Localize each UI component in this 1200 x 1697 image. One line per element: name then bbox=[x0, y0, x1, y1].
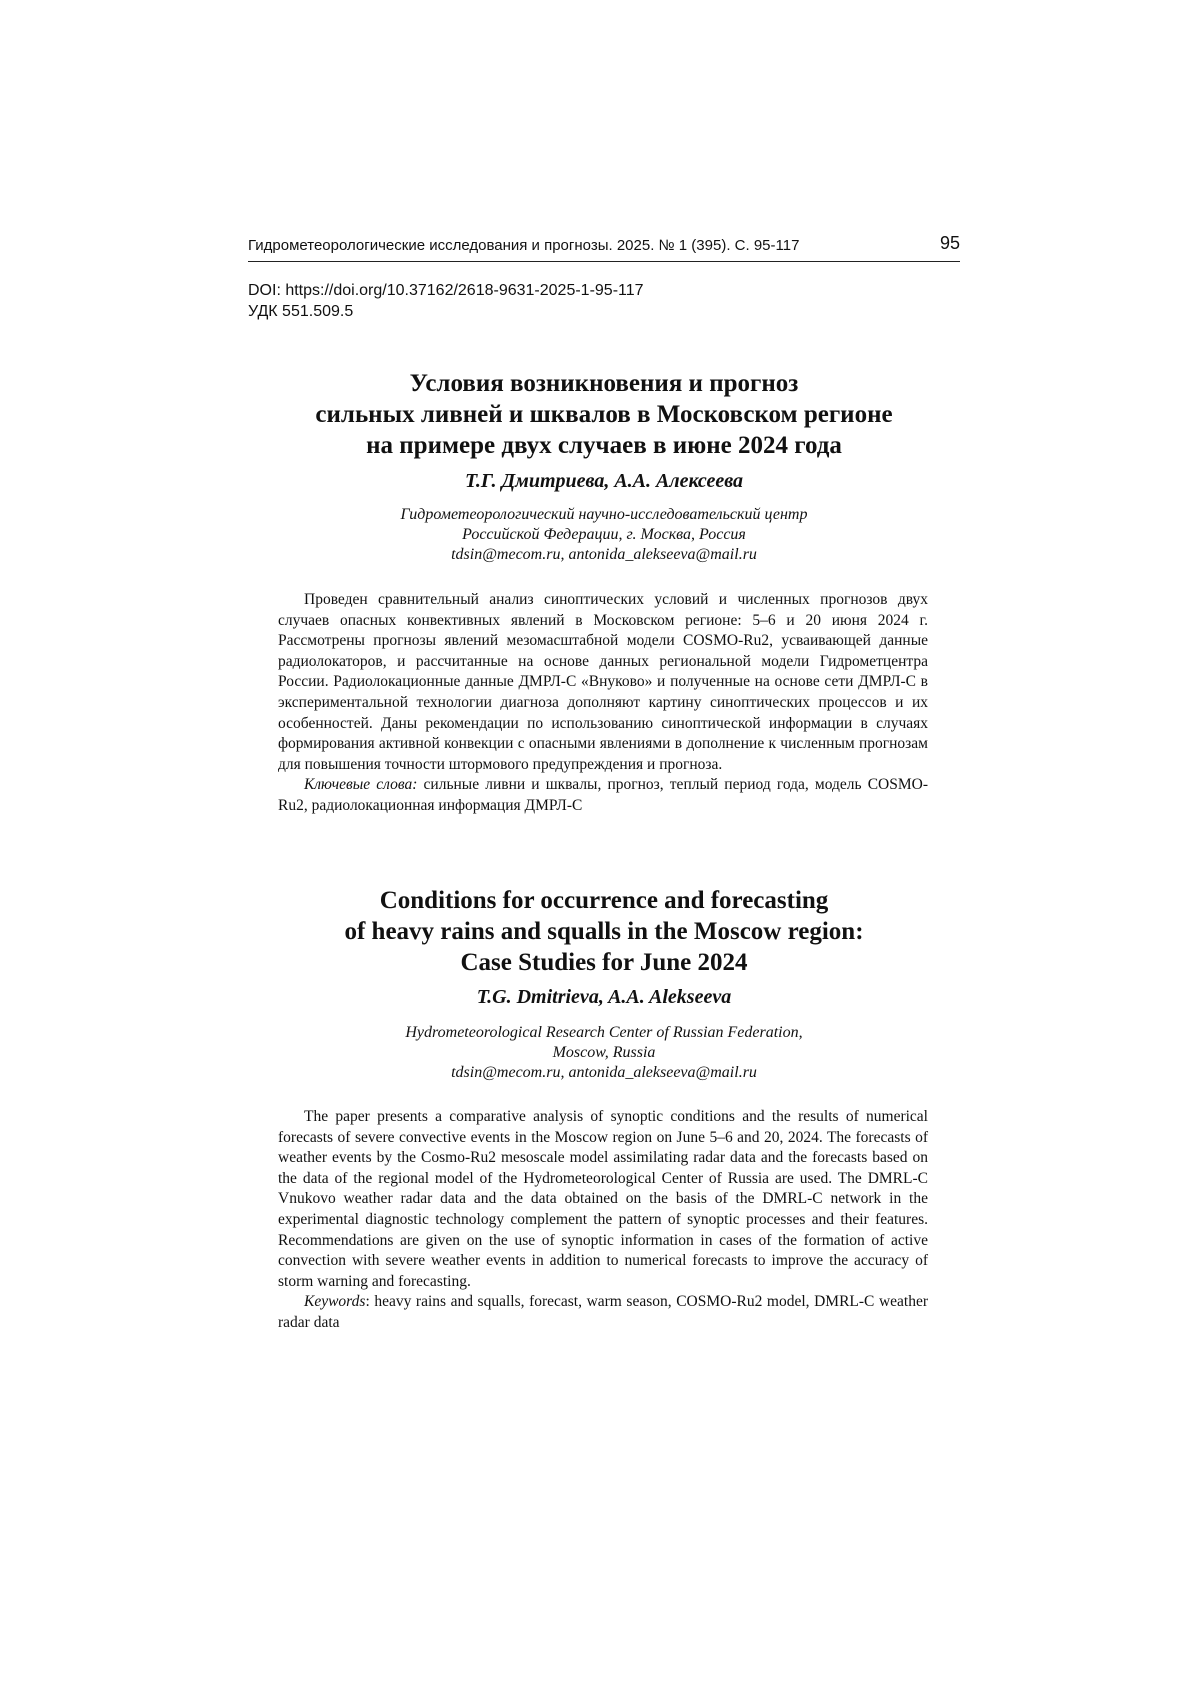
journal-citation: Гидрометеорологические исследования и прогнозы. 2025. № 1 (395). С. 95-117 bbox=[248, 237, 800, 254]
en-keywords-text: : heavy rains and squalls, forecast, warm season, COSMO-Ru2 model, DMRL-C weather radar data bbox=[278, 1293, 928, 1331]
en-title bbox=[248, 885, 960, 978]
en-title-line: of heavy rains and squalls in the Moscow region: bbox=[344, 918, 864, 945]
en-affiliation bbox=[248, 1023, 960, 1083]
ru-affiliation-line: Российской Федерации, г. Москва, Россия bbox=[462, 526, 746, 543]
en-keywords bbox=[278, 1292, 928, 1333]
en-title-line: Conditions for occurrence and forecasting bbox=[379, 887, 829, 914]
en-abstract-text: The paper presents a comparative analysis of synoptic conditions and the results of numerical forecasts of severe convective events in the Moscow region on June 5–6 and 20, 2024. The forecasts of weather events by the Cosmo-Ru2 mesoscale model assimilating radar data and the forecasts based on the data of the regional model of the Hydrometeorological Center of Russia are used. The DMRL-C Vnukovo weather radar data and the data obtained on the basis of the DMRL-C network in the experimental diagnostic technology complement the pattern of synoptic processes and their features. Recommendations are given on the use of synoptic information in cases of the formation of active convection with severe weather events in addition to numerical forecasts to improve the accuracy of storm warning and forecasting. bbox=[278, 1108, 928, 1290]
en-authors: T.G. Dmitrieva, A.A. Alekseeva bbox=[476, 986, 732, 1008]
page-number: 95 bbox=[939, 233, 960, 253]
en-affiliation-line: Hydrometeorological Research Center of Russian Federation, bbox=[405, 1024, 803, 1041]
ru-title-line: Условия возникновения и прогноз bbox=[409, 370, 799, 397]
ru-abstract bbox=[278, 590, 928, 817]
ru-title bbox=[248, 368, 960, 461]
ru-title-line: сильных ливней и шквалов в Московском регионе bbox=[315, 401, 893, 428]
udk-code: УДК 551.509.5 bbox=[248, 303, 354, 320]
en-email-line: tdsin@mecom.ru, antonida_alekseeva@mail.ru bbox=[451, 1064, 757, 1081]
ru-abstract-text: Проведен сравнительный анализ синоптических условий и численных прогнозов двух случаев опасных конвективных явлений в Московском регионе: 5–6 и 20 июня 2024 г. Рассмотрены прогнозы явлений мезомасштабной модели COSMO-Ru2, усваивающей данные радиолокаторов, и рассчитанные на основе данных региональной модели Гидрометцентра России. Радиолокационные данные ДМРЛ-С «Внуково» и полученные на основе сети ДМРЛ-С в экспериментальной технологии диагноза дополняют картину синоптических процессов и их особенностей. Даны рекомендации по использованию синоптической информации в случаях формирования активной конвекции с опасными явлениями в дополнение к численным прогнозам для повышения точности штормового предупреждения и прогноза. bbox=[278, 591, 928, 773]
en-title-line: Case Studies for June 2024 bbox=[460, 949, 748, 976]
ru-email-line: tdsin@mecom.ru, antonida_alekseeva@mail.ru bbox=[451, 546, 757, 563]
ru-keywords-text: сильные ливни и шквалы, прогноз, теплый период года, модель COSMO-Ru2, радиолокационная информация ДМРЛ-С bbox=[278, 776, 928, 814]
ru-authors: Т.Г. Дмитриева, А.А. Алексеева bbox=[464, 470, 744, 492]
ru-affiliation bbox=[248, 505, 960, 565]
ru-affiliation-line: Гидрометеорологический научно-исследовательский центр bbox=[400, 506, 808, 523]
ru-keywords-label: Ключевые слова: bbox=[304, 776, 418, 794]
en-abstract bbox=[278, 1107, 928, 1334]
ru-title-line: на примере двух случаев в июне 2024 года bbox=[366, 432, 842, 459]
article-meta bbox=[248, 280, 644, 322]
en-keywords-label: Keywords bbox=[304, 1293, 366, 1311]
doi-link[interactable]: DOI: https://doi.org/10.37162/2618-9631-2025-1-95-117 bbox=[248, 282, 644, 299]
running-header bbox=[248, 235, 960, 262]
ru-keywords bbox=[278, 775, 928, 816]
en-affiliation-line: Moscow, Russia bbox=[552, 1044, 656, 1061]
